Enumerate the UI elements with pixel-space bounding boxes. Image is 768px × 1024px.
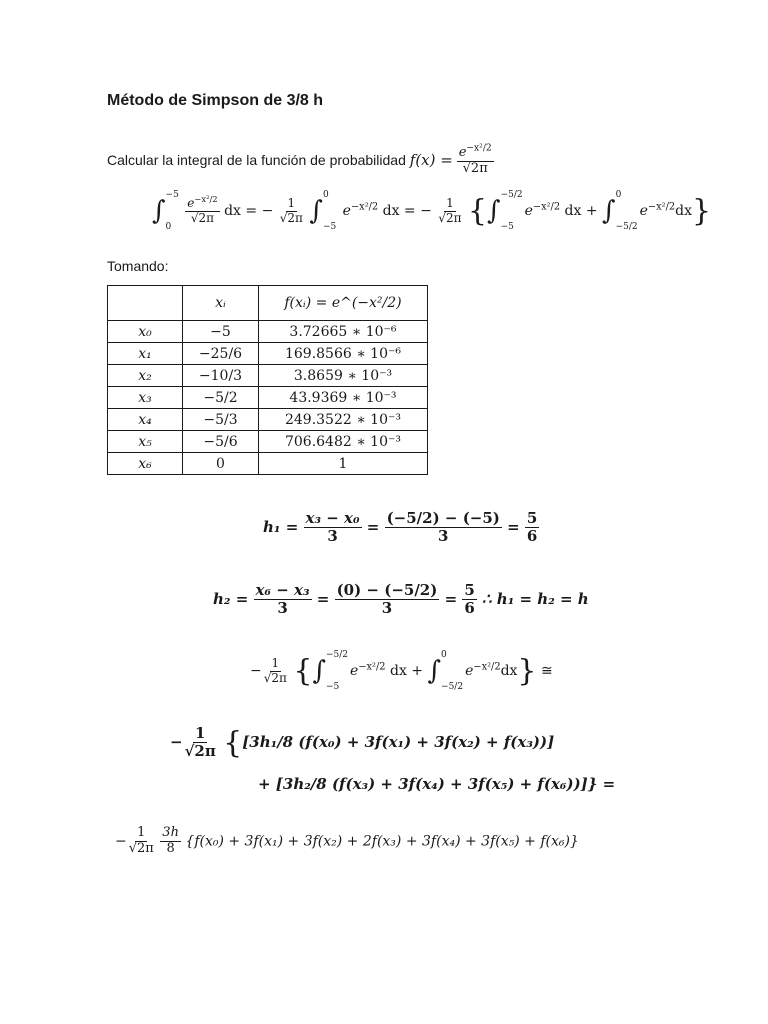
integral-equation-1: ∫ −5 0 $\frac{e^{-x^2/2}}{√2\pi}$ dx = − $\frac{1}{√2\pi}$ ∫ 0 −5 $e^{-x^2/2}$ dx = − $\frac{1}{√2\pi}$ {∫ −5/2 −5 $e^{-x^2/2}$ dx + ∫ 0 −5/2 $e^{-x^2/2}dx$}: [152, 190, 712, 232]
table-cell: x₆: [108, 453, 183, 475]
eq1-lower-limit: 0: [165, 222, 172, 232]
eq1-tail: dx = −: [382, 203, 432, 219]
eq3-line2: + [3h₂/8 (f(x₃) + 3f(x₄) + 3f(x₅) + f(x₆))]} =: [258, 775, 616, 793]
table-cell: 1: [259, 453, 428, 475]
table-row: [108, 431, 428, 453]
table-cell: 3.72665 ∗ 10⁻⁶: [259, 321, 428, 343]
h1-result-num: 5: [526, 509, 538, 527]
table-cell: −10/3: [183, 365, 259, 387]
intro-text: [107, 143, 494, 177]
table-cell: −5/2: [183, 387, 259, 409]
f-definition-fraction: [457, 143, 494, 177]
integral-equation-2: − $\frac{1}{√2\pi}$ {∫ −5/2 −5 $e^{-x^2/2}$ dx + ∫ 0 −5/2 $e^{-x^2/2}dx$} ≅: [250, 650, 553, 692]
table-cell: x₅: [108, 431, 183, 453]
h2-frac1-num: x₆ − x₃: [255, 581, 310, 599]
eq1-upper-limit: −5: [165, 190, 179, 200]
table-header-cell: xᵢ: [183, 286, 259, 321]
intro-sentence: Calcular la integral de la función de probabilidad: [107, 152, 406, 169]
table-cell: 169.8566 ∗ 10⁻⁶: [259, 343, 428, 365]
eq3-line1: [3h₁/8 (f(x₀) + 3f(x₁) + 3f(x₂) + f(x₃))]: [242, 732, 555, 751]
h1-result-den: 6: [526, 527, 538, 546]
table-row: [108, 365, 428, 387]
h2-equation: h₂ = $\frac{\text{x₆ − x₃}}{3}$ = $\frac{(0) - (-5/2)}{3}$ = $\frac{5}{6}$ ∴ h₁ = h₂ = h: [213, 581, 589, 618]
table-header-row: [108, 286, 428, 321]
eq1-part-b-upper: 0: [615, 190, 622, 200]
table-cell: x₁: [108, 343, 183, 365]
eq4-body: {f(x₀) + 3f(x₁) + 3f(x₂) + 2f(x₃) + 3f(x₄) + 3f(x₅) + f(x₆)}: [185, 833, 579, 850]
table-row: [108, 387, 428, 409]
table-row: [108, 321, 428, 343]
table-row: [108, 343, 428, 365]
table-cell: x₃: [108, 387, 183, 409]
h1-equation: h₁ = $\frac{\text{x₃ − x₀}}{3}$ = $\frac{(-5/2) - (-5)}{3}$ = $\frac{5}{6}$: [263, 509, 538, 546]
table-cell: 0: [183, 453, 259, 475]
h1-frac2-den: 3: [438, 527, 449, 546]
table-cell: 3.8659 ∗ 10⁻³: [259, 365, 428, 387]
table-header-cell: [108, 286, 183, 321]
simpson-equation-line1: − $\frac{1}{√2\pi}$ {[3h₁/8 (f(x₀) + 3f(x₁) + 3f(x₂) + f(x₃))]: [170, 724, 555, 761]
eq4-coef: 3h: [162, 825, 179, 840]
h1-lhs: h₁ =: [263, 517, 299, 536]
h2-frac2-den: 3: [381, 599, 393, 618]
f-def-denominator: √2π: [462, 160, 488, 176]
h1-frac2-num: (−5/2) − (−5): [386, 509, 500, 527]
table-cell: −5/3: [183, 409, 259, 431]
h2-conclusion: ∴ h₁ = h₂ = h: [482, 589, 589, 608]
table-cell: −5/6: [183, 431, 259, 453]
page-title: Método de Simpson de 3/8 h: [107, 92, 324, 109]
f-definition-lhs: f(x) =: [409, 151, 453, 170]
h1-frac1-num: x₃ − x₀: [305, 509, 360, 527]
table-cell: x₄: [108, 409, 183, 431]
table-cell: x₂: [108, 365, 183, 387]
eq1-coef-num: 1: [287, 195, 296, 210]
eq1-part-b-lower: −5/2: [615, 222, 638, 232]
table-row: [108, 453, 428, 475]
eq4-den: 8: [166, 840, 175, 856]
h2-frac1-den: 3: [277, 599, 288, 618]
table-cell: 249.3522 ∗ 10⁻³: [259, 409, 428, 431]
simpson-final-equation: − $\frac{1}{√2\pi}$ $\frac{3h}{8}$ {f(x₀) + 3f(x₁) + 3f(x₂) + 2f(x₃) + 3f(x₄) + 3f(x₅) + f(x₆)}: [115, 825, 579, 856]
h2-result-num: 5: [464, 581, 475, 599]
table-cell: x₀: [108, 321, 183, 343]
eq1-dx: dx = −: [224, 203, 274, 219]
eq1-part-a-upper: −5/2: [500, 190, 523, 200]
h1-frac1-den: 3: [327, 527, 338, 546]
eq1-coef-den: √2π: [279, 210, 303, 225]
h2-result-den: 6: [464, 599, 475, 618]
table-cell: 706.6482 ∗ 10⁻³: [259, 431, 428, 453]
table-row: [108, 409, 428, 431]
f-def-exponent: −x²/2: [466, 143, 492, 154]
h2-lhs: h₂ =: [213, 589, 249, 608]
eq1-part-a-lower: −5: [500, 222, 514, 232]
table-cell: 43.9369 ∗ 10⁻³: [259, 387, 428, 409]
eq2-approx: ≅: [540, 663, 553, 679]
eq1-int2-lower: −5: [322, 222, 337, 232]
tomando-label: Tomando:: [107, 258, 169, 274]
eq1-int2-upper: 0: [322, 190, 329, 200]
table-cell: −5: [183, 321, 259, 343]
values-table: [107, 285, 428, 475]
table-cell: −25/6: [183, 343, 259, 365]
f-def-base: e: [458, 145, 467, 160]
table-header-cell: f(xᵢ) = e^(−x²/2): [259, 286, 428, 321]
h2-frac2-num: (0) − (−5/2): [336, 581, 438, 599]
simpson-equation-line2: [258, 775, 615, 793]
